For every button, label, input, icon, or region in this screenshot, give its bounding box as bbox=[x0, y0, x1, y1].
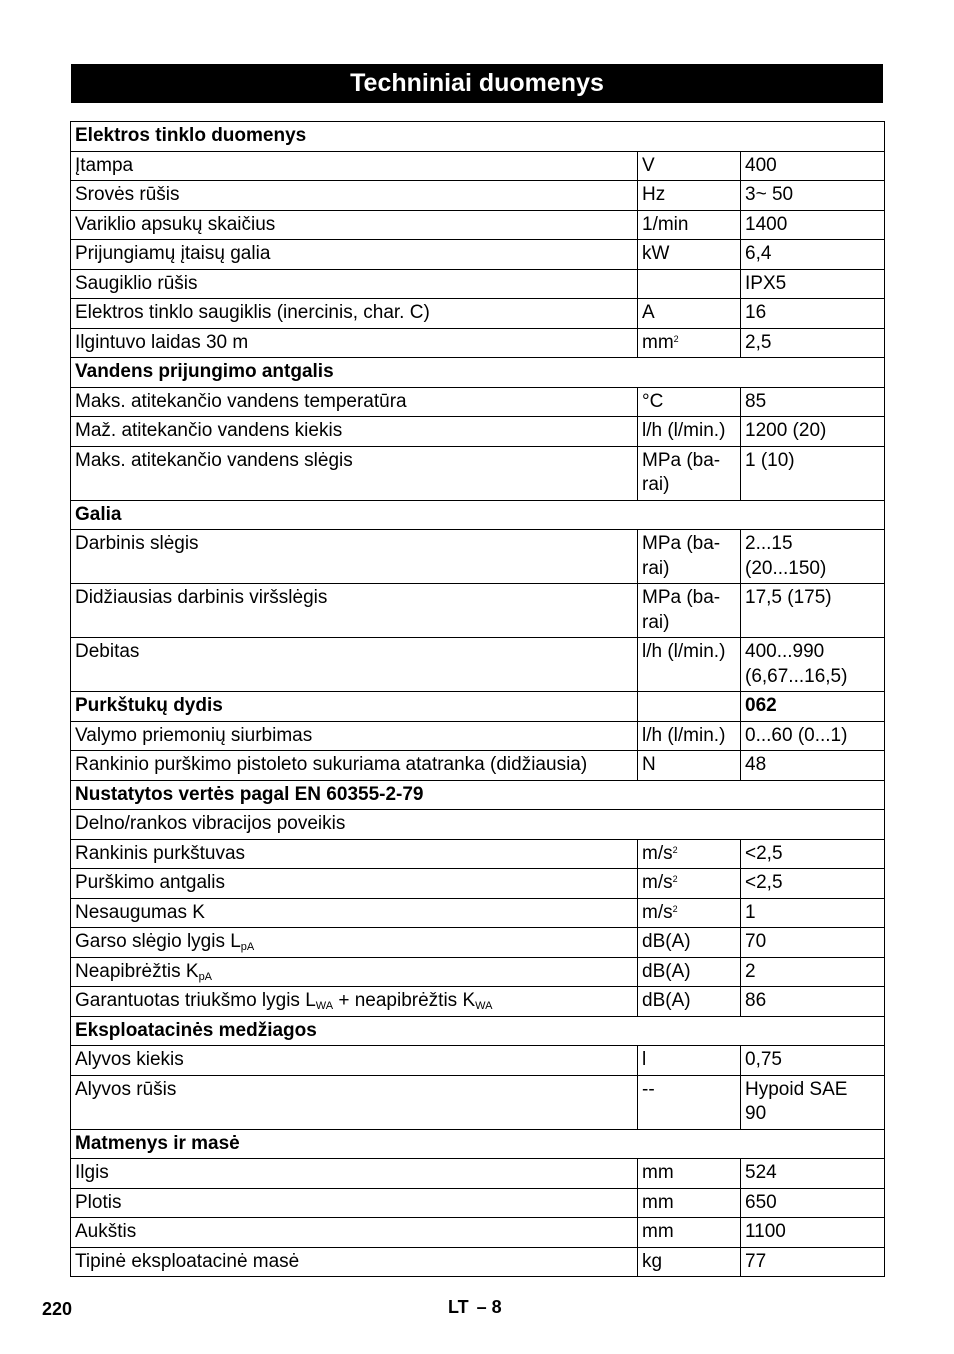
label-text: Maks. atitekančio vandens temperatūra bbox=[75, 390, 407, 412]
table-row bbox=[71, 151, 885, 181]
row-label bbox=[71, 810, 885, 840]
value-text: <2,5 bbox=[745, 842, 783, 864]
label-text: Srovės rūšis bbox=[75, 184, 180, 205]
row-label bbox=[71, 181, 638, 211]
table-row bbox=[71, 1075, 885, 1129]
table-row bbox=[71, 328, 885, 358]
row-label bbox=[71, 1218, 638, 1248]
row-label bbox=[71, 1046, 638, 1076]
row-label bbox=[71, 1075, 638, 1129]
unit-text: MPa (ba- rai) bbox=[642, 587, 721, 633]
row-label bbox=[71, 898, 638, 928]
table-row bbox=[71, 1188, 885, 1218]
section-heading-row bbox=[71, 780, 885, 810]
section-heading: Nustatytos vertės pagal EN 60355-2-79 bbox=[71, 780, 885, 810]
row-value bbox=[741, 721, 885, 751]
row-unit bbox=[638, 1188, 741, 1218]
table-row bbox=[71, 638, 885, 692]
row-label bbox=[71, 987, 638, 1017]
label-text: Alyvos rūšis bbox=[75, 1078, 177, 1100]
label-text: Garantuotas triukšmo lygis L bbox=[75, 990, 316, 1011]
unit-text: kW bbox=[642, 243, 670, 264]
label-text: Didžiausias darbinis viršslėgis bbox=[75, 587, 328, 608]
unit-text: N bbox=[642, 754, 656, 775]
value-text: 86 bbox=[745, 990, 767, 1011]
row-value bbox=[741, 328, 885, 358]
row-label bbox=[71, 957, 638, 987]
value-text: 48 bbox=[745, 754, 767, 775]
label-subscript: WA bbox=[475, 1000, 493, 1012]
row-value bbox=[741, 751, 885, 781]
footer-section-page: – 8 bbox=[476, 1297, 502, 1317]
unit-text: Hz bbox=[642, 184, 666, 205]
unit-text: 1/min bbox=[642, 213, 689, 235]
label-text: Rankinio purškimo pistoleto sukuriama atatranka (didžiausia) bbox=[75, 754, 588, 775]
section-heading-row bbox=[71, 1129, 885, 1159]
table-row bbox=[71, 692, 885, 722]
footer-language-page bbox=[448, 1297, 502, 1318]
row-value bbox=[741, 638, 885, 692]
row-unit bbox=[638, 151, 741, 181]
table-row bbox=[71, 869, 885, 899]
row-unit bbox=[638, 269, 741, 299]
row-unit bbox=[638, 839, 741, 869]
label-text: Plotis bbox=[75, 1191, 122, 1213]
row-unit bbox=[638, 957, 741, 987]
row-value bbox=[741, 1075, 885, 1129]
row-unit bbox=[638, 210, 741, 240]
value-text: 1100 bbox=[745, 1221, 786, 1242]
unit-text: mm bbox=[642, 1162, 674, 1183]
value-text: 2,5 bbox=[745, 331, 772, 353]
row-label bbox=[71, 638, 638, 692]
row-value bbox=[741, 417, 885, 447]
unit-text: kg bbox=[642, 1250, 663, 1272]
value-text: 1 (10) bbox=[745, 449, 795, 471]
value-text: 1400 bbox=[745, 213, 788, 235]
label-text: Maks. atitekančio vandens slėgis bbox=[75, 449, 353, 471]
row-label bbox=[71, 928, 638, 958]
table-row bbox=[71, 387, 885, 417]
row-value bbox=[741, 181, 885, 211]
table-row bbox=[71, 210, 885, 240]
row-unit bbox=[638, 328, 741, 358]
unit-text: mm bbox=[642, 1221, 674, 1242]
row-label bbox=[71, 210, 638, 240]
row-unit bbox=[638, 692, 741, 722]
row-label bbox=[71, 721, 638, 751]
row-unit bbox=[638, 387, 741, 417]
unit-text: mm bbox=[642, 1191, 674, 1213]
row-label bbox=[71, 269, 638, 299]
unit-text: °C bbox=[642, 390, 664, 412]
label-text: Garso slėgio lygis L bbox=[75, 931, 241, 952]
row-label bbox=[71, 417, 638, 447]
section-heading-row bbox=[71, 500, 885, 530]
row-value bbox=[741, 1046, 885, 1076]
row-value bbox=[741, 987, 885, 1017]
row-value bbox=[741, 1188, 885, 1218]
row-label bbox=[71, 240, 638, 270]
row-unit bbox=[638, 869, 741, 899]
row-label bbox=[71, 1159, 638, 1189]
page-title: Techniniai duomenys bbox=[71, 64, 883, 103]
row-label bbox=[71, 387, 638, 417]
section-heading: Galia bbox=[71, 500, 885, 530]
value-text: <2,5 bbox=[745, 872, 783, 893]
row-value bbox=[741, 928, 885, 958]
value-text: IPX5 bbox=[745, 272, 787, 294]
row-value bbox=[741, 584, 885, 638]
unit-text: m/s bbox=[642, 901, 673, 923]
label-text: Nesaugumas K bbox=[75, 901, 205, 923]
footer-language: LT bbox=[448, 1297, 469, 1317]
row-unit bbox=[638, 1046, 741, 1076]
row-label bbox=[71, 1188, 638, 1218]
label-text: Purškimo antgalis bbox=[75, 872, 225, 893]
value-text: 650 bbox=[745, 1191, 777, 1213]
section-heading: Matmenys ir masė bbox=[71, 1129, 885, 1159]
row-value bbox=[741, 1218, 885, 1248]
label-text: Įtampa bbox=[75, 154, 134, 176]
table-row bbox=[71, 1247, 885, 1277]
label-subscript: pA bbox=[240, 941, 255, 953]
unit-text: m/s bbox=[642, 872, 673, 893]
row-label bbox=[71, 446, 638, 500]
row-label bbox=[71, 328, 638, 358]
row-unit bbox=[638, 751, 741, 781]
row-label bbox=[71, 151, 638, 181]
label-text: + neapibrėžtis K bbox=[333, 990, 476, 1011]
row-unit bbox=[638, 417, 741, 447]
row-value bbox=[741, 869, 885, 899]
page-number: 220 bbox=[42, 1299, 73, 1319]
row-unit bbox=[638, 1247, 741, 1277]
unit-text: V bbox=[642, 154, 655, 176]
unit-text: dB(A) bbox=[642, 960, 691, 982]
row-value bbox=[741, 530, 885, 584]
value-text: 1 bbox=[745, 901, 756, 923]
row-value bbox=[741, 299, 885, 329]
row-value bbox=[741, 210, 885, 240]
row-value bbox=[741, 1159, 885, 1189]
table-row bbox=[71, 928, 885, 958]
row-value bbox=[741, 151, 885, 181]
label-text: Delno/rankos vibracijos poveikis bbox=[75, 813, 346, 834]
value-text: 2...15 (20...150) bbox=[745, 533, 827, 579]
label-text: Valymo priemonių siurbimas bbox=[75, 724, 313, 746]
row-value bbox=[741, 898, 885, 928]
table-row bbox=[71, 240, 885, 270]
section-heading-row bbox=[71, 358, 885, 388]
table-row bbox=[71, 1159, 885, 1189]
row-label bbox=[71, 839, 638, 869]
unit-text: m/s bbox=[642, 842, 673, 864]
label-text: Ilgintuvo laidas 30 m bbox=[75, 331, 249, 353]
unit-text: l/h (l/min.) bbox=[642, 420, 726, 441]
table-row bbox=[71, 1218, 885, 1248]
value-text: 0...60 (0...1) bbox=[745, 724, 848, 746]
table-row bbox=[71, 530, 885, 584]
value-text: 17,5 (175) bbox=[745, 587, 832, 608]
label-text: Rankinis purkštuvas bbox=[75, 842, 246, 864]
label-text: Aukštis bbox=[75, 1221, 137, 1242]
unit-text: MPa (ba- rai) bbox=[642, 449, 721, 495]
value-text: 062 bbox=[745, 695, 777, 716]
row-unit bbox=[638, 530, 741, 584]
table-row bbox=[71, 269, 885, 299]
row-unit bbox=[638, 446, 741, 500]
label-text: Darbinis slėgis bbox=[75, 533, 199, 554]
technical-data-table bbox=[70, 121, 885, 1277]
section-heading-row bbox=[71, 122, 885, 152]
row-unit bbox=[638, 928, 741, 958]
row-label bbox=[71, 692, 638, 722]
value-text: 77 bbox=[745, 1250, 767, 1272]
row-unit bbox=[638, 181, 741, 211]
value-text: 6,4 bbox=[745, 243, 772, 264]
label-text: Elektros tinklo saugiklis (inercinis, char. C) bbox=[75, 302, 430, 323]
table-row bbox=[71, 810, 885, 840]
value-text: 1200 (20) bbox=[745, 420, 827, 441]
row-label bbox=[71, 584, 638, 638]
unit-superscript: 2 bbox=[672, 903, 678, 914]
row-label bbox=[71, 869, 638, 899]
value-text: 70 bbox=[745, 931, 767, 952]
row-value bbox=[741, 446, 885, 500]
section-heading: Eksploatacinės medžiagos bbox=[71, 1016, 885, 1046]
unit-text: l/h (l/min.) bbox=[642, 641, 726, 662]
unit-superscript: 2 bbox=[672, 874, 678, 884]
row-unit bbox=[638, 721, 741, 751]
row-value bbox=[741, 240, 885, 270]
label-text: Prijungiamų įtaisų galia bbox=[75, 243, 271, 264]
row-unit bbox=[638, 584, 741, 638]
table-row bbox=[71, 721, 885, 751]
section-heading: Vandens prijungimo antgalis bbox=[71, 358, 885, 388]
label-subscript: WA bbox=[315, 1000, 334, 1012]
table-row bbox=[71, 584, 885, 638]
unit-text: l/h (l/min.) bbox=[642, 724, 726, 746]
unit-text: A bbox=[642, 302, 655, 323]
table-row bbox=[71, 839, 885, 869]
row-unit bbox=[638, 1075, 741, 1129]
value-text: 2 bbox=[745, 960, 756, 982]
table-row bbox=[71, 417, 885, 447]
row-unit bbox=[638, 299, 741, 329]
label-subscript: pA bbox=[198, 970, 213, 983]
row-value bbox=[741, 1247, 885, 1277]
unit-text: mm bbox=[642, 331, 674, 353]
label-text: Alyvos kiekis bbox=[75, 1049, 184, 1070]
row-unit bbox=[638, 240, 741, 270]
row-label bbox=[71, 299, 638, 329]
row-label bbox=[71, 751, 638, 781]
row-value bbox=[741, 269, 885, 299]
row-unit bbox=[638, 1218, 741, 1248]
value-text: 3~ 50 bbox=[745, 184, 794, 205]
unit-text: dB(A) bbox=[642, 931, 691, 952]
row-value bbox=[741, 839, 885, 869]
table-row bbox=[71, 446, 885, 500]
table-row bbox=[71, 1046, 885, 1076]
row-label bbox=[71, 1247, 638, 1277]
label-text: Purkštukų dydis bbox=[75, 695, 223, 716]
label-text: Debitas bbox=[75, 641, 140, 662]
unit-text: dB(A) bbox=[642, 990, 691, 1011]
unit-superscript: 2 bbox=[672, 844, 678, 855]
table-row bbox=[71, 299, 885, 329]
unit-superscript: 2 bbox=[673, 333, 679, 344]
value-text: 524 bbox=[745, 1162, 777, 1183]
section-heading: Elektros tinklo duomenys bbox=[71, 122, 885, 152]
row-unit bbox=[638, 638, 741, 692]
value-text: 400...990 (6,67...16,5) bbox=[745, 641, 848, 687]
value-text: 0,75 bbox=[745, 1049, 782, 1070]
value-text: 400 bbox=[745, 154, 777, 176]
table-row bbox=[71, 987, 885, 1017]
unit-text: l bbox=[642, 1049, 647, 1070]
value-text: 16 bbox=[745, 302, 767, 323]
label-text: Ilgis bbox=[75, 1162, 109, 1183]
value-text: Hypoid SAE 90 bbox=[745, 1078, 848, 1124]
value-text: 85 bbox=[745, 390, 767, 412]
row-unit bbox=[638, 987, 741, 1017]
table-row bbox=[71, 751, 885, 781]
label-text: Variklio apsukų skaičius bbox=[75, 213, 276, 235]
label-text: Saugiklio rūšis bbox=[75, 272, 198, 294]
section-heading-row bbox=[71, 1016, 885, 1046]
unit-text: MPa (ba- rai) bbox=[642, 533, 721, 579]
label-text: Maž. atitekančio vandens kiekis bbox=[75, 420, 343, 441]
table-row bbox=[71, 898, 885, 928]
row-unit bbox=[638, 1159, 741, 1189]
row-value bbox=[741, 692, 885, 722]
table-row bbox=[71, 957, 885, 987]
label-text: Neapibrėžtis K bbox=[75, 960, 199, 982]
label-text: Tipinė eksploatacinė masė bbox=[75, 1250, 300, 1272]
table-row bbox=[71, 181, 885, 211]
row-value bbox=[741, 387, 885, 417]
unit-text: -- bbox=[642, 1078, 655, 1100]
row-unit bbox=[638, 898, 741, 928]
row-value bbox=[741, 957, 885, 987]
row-label bbox=[71, 530, 638, 584]
